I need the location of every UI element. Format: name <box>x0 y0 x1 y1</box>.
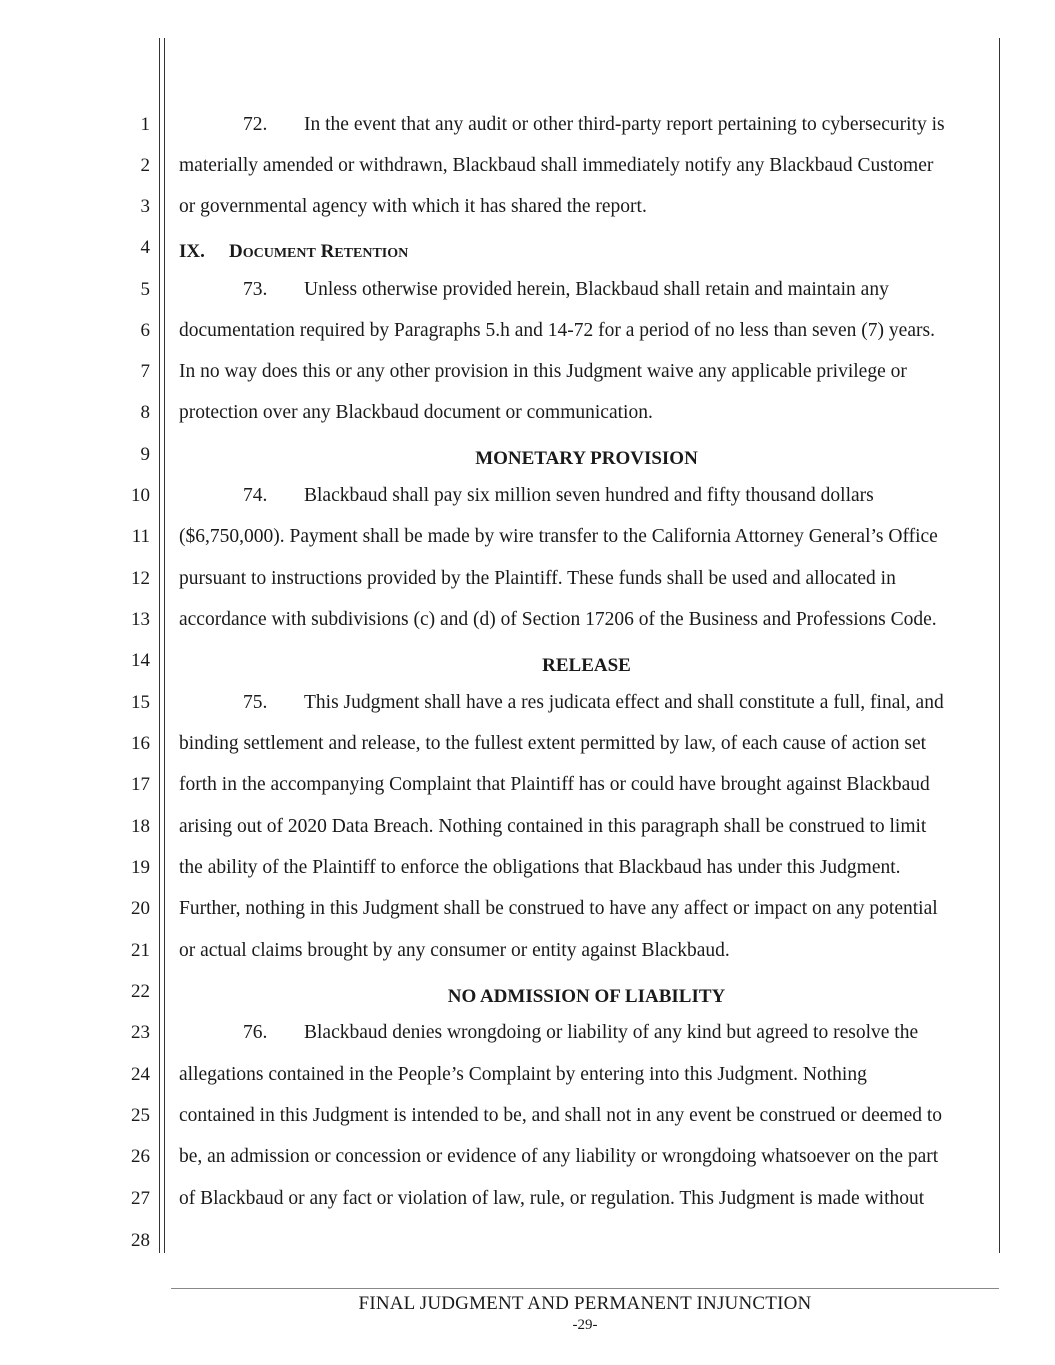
paragraph-75-line: Further, nothing in this Judgment shall be construed to have any affect or impact on any potential <box>179 898 938 919</box>
paragraph-74-line: pursuant to instructions provided by the Plaintiff. These funds shall be used and allocated in <box>179 568 896 589</box>
line-number: 27 <box>131 1188 150 1209</box>
paragraph-72-line <box>179 113 1055 137</box>
paragraph-73-line <box>179 278 1055 302</box>
left-margin-rule-inner <box>164 38 165 1253</box>
section-heading-document-retention <box>179 240 994 266</box>
heading-letter: D <box>229 241 243 262</box>
paragraph-75-line: binding settlement and release, to the fullest extent permitted by law, of each cause of action set <box>179 733 927 754</box>
line-number: 12 <box>131 568 150 589</box>
line-number: 9 <box>140 444 150 465</box>
page-number: -29- <box>572 1317 598 1333</box>
footer-title: FINAL JUDGMENT AND PERMANENT INJUNCTION <box>358 1293 812 1314</box>
right-margin-rule <box>999 38 1000 1253</box>
footer-rule <box>171 1288 999 1289</box>
paragraph-75-line: or actual claims brought by any consumer or entity against Blackbaud. <box>179 940 730 961</box>
line-number: 26 <box>131 1146 150 1167</box>
paragraph-73-line: In no way does this or any other provision in this Judgment waive any applicable privilege or <box>179 361 907 382</box>
paragraph-76-line <box>179 1021 1055 1045</box>
line-number: 20 <box>131 898 150 919</box>
paragraph-number: 75. <box>243 692 268 713</box>
paragraph-73-line: documentation required by Paragraphs 5.h and 14-72 for a period of no less than seven (7) years. <box>179 320 935 341</box>
line-number: 3 <box>140 196 150 217</box>
section-number: IX. <box>179 241 205 262</box>
line-number: 24 <box>131 1064 150 1085</box>
paragraph-75-line: arising out of 2020 Data Breach. Nothing contained in this paragraph shall be construed to limit <box>179 816 927 837</box>
line-number: 15 <box>131 692 150 713</box>
line-number: 5 <box>140 279 150 300</box>
paragraph-74-line <box>179 484 1055 508</box>
paragraph-text: In the event that any audit or other third-party report pertaining to cybersecurity is <box>304 114 945 135</box>
line-number: 1 <box>140 114 150 135</box>
paragraph-text: Unless otherwise provided herein, Blackbaud shall retain and maintain any <box>304 279 889 300</box>
paragraph-number: 76. <box>243 1022 268 1043</box>
heading-letter: R <box>320 241 335 262</box>
heading-smallcaps: ETENTION <box>334 246 409 261</box>
line-number: 22 <box>131 981 150 1002</box>
line-number: 6 <box>140 320 150 341</box>
line-number: 13 <box>131 609 150 630</box>
line-number: 28 <box>131 1230 150 1251</box>
line-number: 2 <box>140 155 150 176</box>
heading-release: RELEASE <box>542 655 631 676</box>
paragraph-number: 74. <box>243 485 268 506</box>
line-number: 17 <box>131 774 150 795</box>
paragraph-75-line <box>179 691 1055 715</box>
paragraph-text: Blackbaud denies wrongdoing or liability of any kind but agreed to resolve the <box>304 1022 919 1043</box>
paragraph-text: This Judgment shall have a res judicata effect and shall constitute a full, final, and <box>304 692 944 713</box>
left-margin-rule-outer <box>159 38 160 1253</box>
paragraph-text: Blackbaud shall pay six million seven hundred and fifty thousand dollars <box>304 485 874 506</box>
heading-no-admission-of-liability: NO ADMISSION OF LIABILITY <box>447 986 726 1007</box>
paragraph-72-line: materially amended or withdrawn, Blackbaud shall immediately notify any Blackbaud Customer <box>179 155 934 176</box>
heading-monetary-provision: MONETARY PROVISION <box>475 448 698 469</box>
line-number: 18 <box>131 816 150 837</box>
paragraph-74-line: accordance with subdivisions (c) and (d) of Section 17206 of the Business and Professions Code. <box>179 609 937 630</box>
line-number: 25 <box>131 1105 150 1126</box>
paragraph-76-line: of Blackbaud or any fact or violation of law, rule, or regulation. This Judgment is made without <box>179 1188 925 1209</box>
paragraph-number: 72. <box>243 114 268 135</box>
line-number: 8 <box>140 402 150 423</box>
heading-smallcaps: OCUMENT <box>242 246 316 261</box>
line-number: 7 <box>140 361 150 382</box>
paragraph-76-line: contained in this Judgment is intended to be, and shall not in any event be construed or deemed to <box>179 1105 943 1126</box>
line-number: 21 <box>131 940 150 961</box>
paragraph-number: 73. <box>243 279 268 300</box>
paragraph-75-line: forth in the accompanying Complaint that Plaintiff has or could have brought against Blackbaud <box>179 774 930 795</box>
paragraph-75-line: the ability of the Plaintiff to enforce the obligations that Blackbaud has under this Judgment. <box>179 857 901 878</box>
line-number: 11 <box>131 526 150 547</box>
paragraph-76-line: be, an admission or concession or evidence of any liability or wrongdoing whatsoever on the part <box>179 1146 939 1167</box>
line-number: 19 <box>131 857 150 878</box>
line-number: 16 <box>131 733 150 754</box>
paragraph-76-line: allegations contained in the People’s Complaint by entering into this Judgment. Nothing <box>179 1064 867 1085</box>
paragraph-72-line: or governmental agency with which it has shared the report. <box>179 196 647 217</box>
line-number: 4 <box>140 237 150 258</box>
line-number: 23 <box>131 1022 150 1043</box>
paragraph-73-line: protection over any Blackbaud document or communication. <box>179 402 653 423</box>
paragraph-74-line: ($6,750,000). Payment shall be made by wire transfer to the California Attorney General’s Office <box>179 526 938 547</box>
line-number: 14 <box>131 650 150 671</box>
line-number: 10 <box>131 485 150 506</box>
